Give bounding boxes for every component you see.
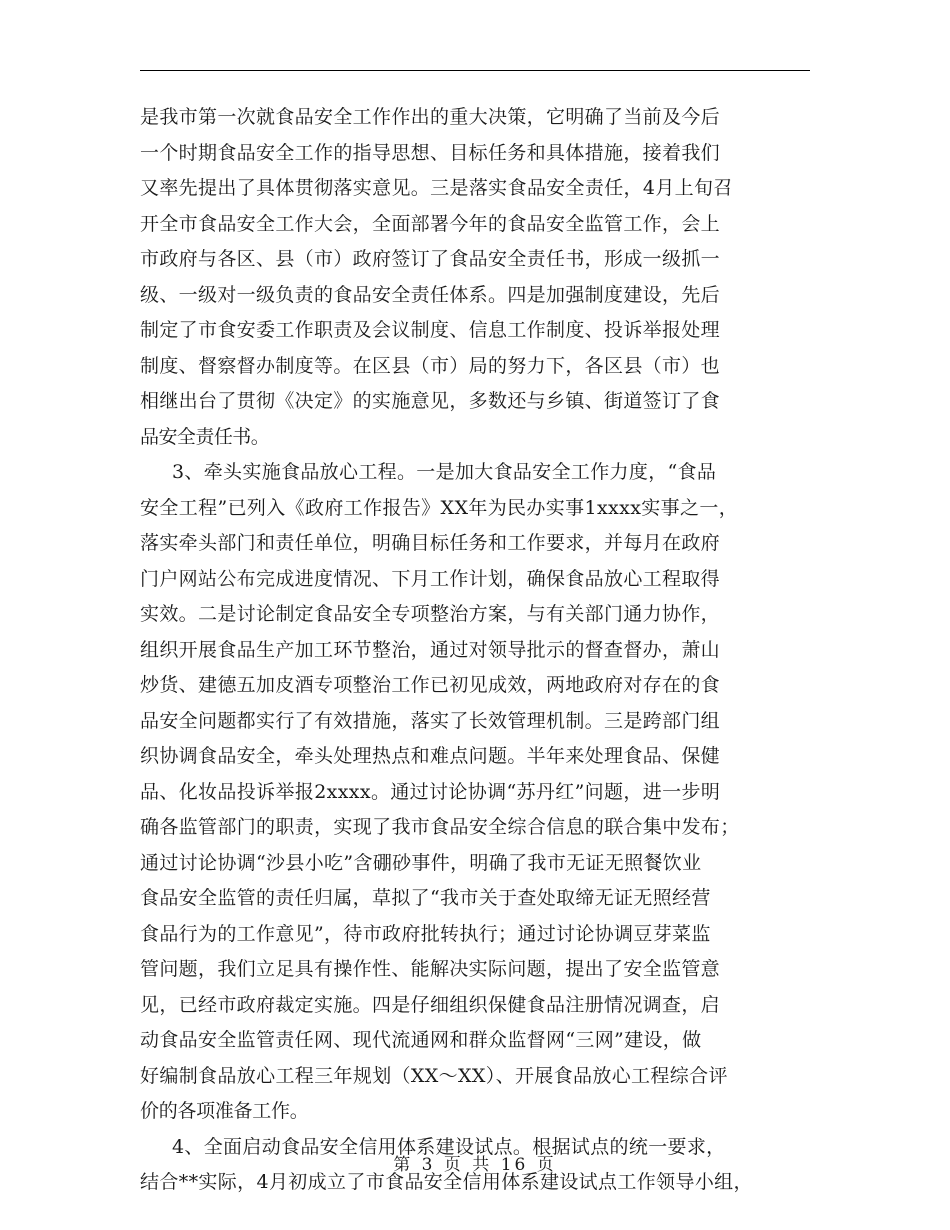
- text-line: 实效。二是讨论制定食品安全专项整治方案，与有关部门通力协作，: [140, 603, 721, 625]
- text-line: 炒货、建德五加皮酒专项整治工作已初见成效，两地政府对存在的食: [140, 674, 721, 696]
- text-line: 是我市第一次就食品安全工作作出的重大决策，它明确了当前及今后: [140, 106, 721, 128]
- page-footer: 第 3 页 共 16 页: [393, 1155, 557, 1175]
- text-line: 织协调食品安全，牵头处理热点和难点问题。半年来处理食品、保健: [140, 745, 721, 767]
- text-line: 品安全责任书。: [140, 425, 270, 448]
- header-rule: [140, 70, 810, 71]
- text-line: 确各监管部门的职责，实现了我市食品安全综合信息的联合集中发布；: [140, 816, 740, 838]
- text-line: 动食品安全监管责任网、现代流通网和群众监督网“三网”建设，做: [140, 1029, 702, 1051]
- text-line: 4、全面启动食品安全信用体系建设试点。根据试点的统一要求，: [172, 1135, 726, 1158]
- text-line: 制度、督察督办制度等。在区县（市）局的努力下，各区县（市）也: [140, 354, 721, 377]
- text-line: 通过讨论协调“沙县小吃”含硼砂事件，明确了我市无证无照餐饮业: [140, 851, 702, 874]
- text-line: 市政府与各区、县（市）政府签订了食品安全责任书，形成一级抓一: [140, 248, 721, 270]
- text-line: 落实牵头部门和责任单位，明确目标任务和工作要求，并每月在政府: [140, 532, 721, 554]
- text-line: 食品安全监管的责任归属，草拟了“我市关于查处取缔无证无照经营: [140, 887, 711, 909]
- text-line: 相继出台了贯彻《决定》的实施意见，多数还与乡镇、街道签订了食: [140, 390, 721, 412]
- text-line: 品、化妆品投诉举报2xxxx。通过讨论协调“苏丹红”问题，进一步明: [140, 780, 721, 803]
- text-line: 组织开展食品生产加工环节整治，通过对领导批示的督查督办，萧山: [140, 638, 721, 661]
- text-line: 3、牵头实施食品放心工程。一是加大食品安全工作力度，“食品: [172, 461, 717, 483]
- text-line: 品安全问题都实行了有效措施，落实了长效管理机制。三是跨部门组: [140, 709, 721, 732]
- text-line: 又率先提出了具体贯彻落实意见。三是落实食品安全责任，4月上旬召: [140, 177, 733, 199]
- text-line: 结合**实际，4月初成立了市食品安全信用体系建设试点工作领导小组，: [140, 1171, 753, 1193]
- text-line: 安全工程”已列入《政府工作报告》XX年为民办实事1xxxx实事之一，: [140, 496, 739, 519]
- text-line: 见，已经市政府裁定实施。四是仔细组织保健食品注册情况调查，启: [140, 993, 721, 1016]
- text-line: 价的各项准备工作。: [140, 1100, 309, 1122]
- text-line: 一个时期食品安全工作的指导思想、目标任务和具体措施，接着我们: [140, 141, 721, 164]
- body-text: [140, 100, 820, 1201]
- text-line: 食品行为的工作意见”，待市政府批转执行；通过讨论协调豆芽菜监: [140, 922, 711, 945]
- text-line: 好编制食品放心工程三年规划（XX～XX）、开展食品放心工程综合评: [140, 1064, 728, 1087]
- text-line: 管问题，我们立足具有操作性、能解决实际问题，提出了安全监管意: [140, 958, 721, 980]
- text-line: 制定了市食安委工作职责及会议制度、信息工作制度、投诉举报处理: [140, 319, 721, 341]
- text-line: 开全市食品安全工作大会，全面部署今年的食品安全监管工作，会上: [140, 212, 721, 235]
- text-line: 门户网站公布完成进度情况、下月工作计划，确保食品放心工程取得: [140, 567, 721, 590]
- text-line: 级、一级对一级负责的食品安全责任体系。四是加强制度建设，先后: [140, 283, 721, 306]
